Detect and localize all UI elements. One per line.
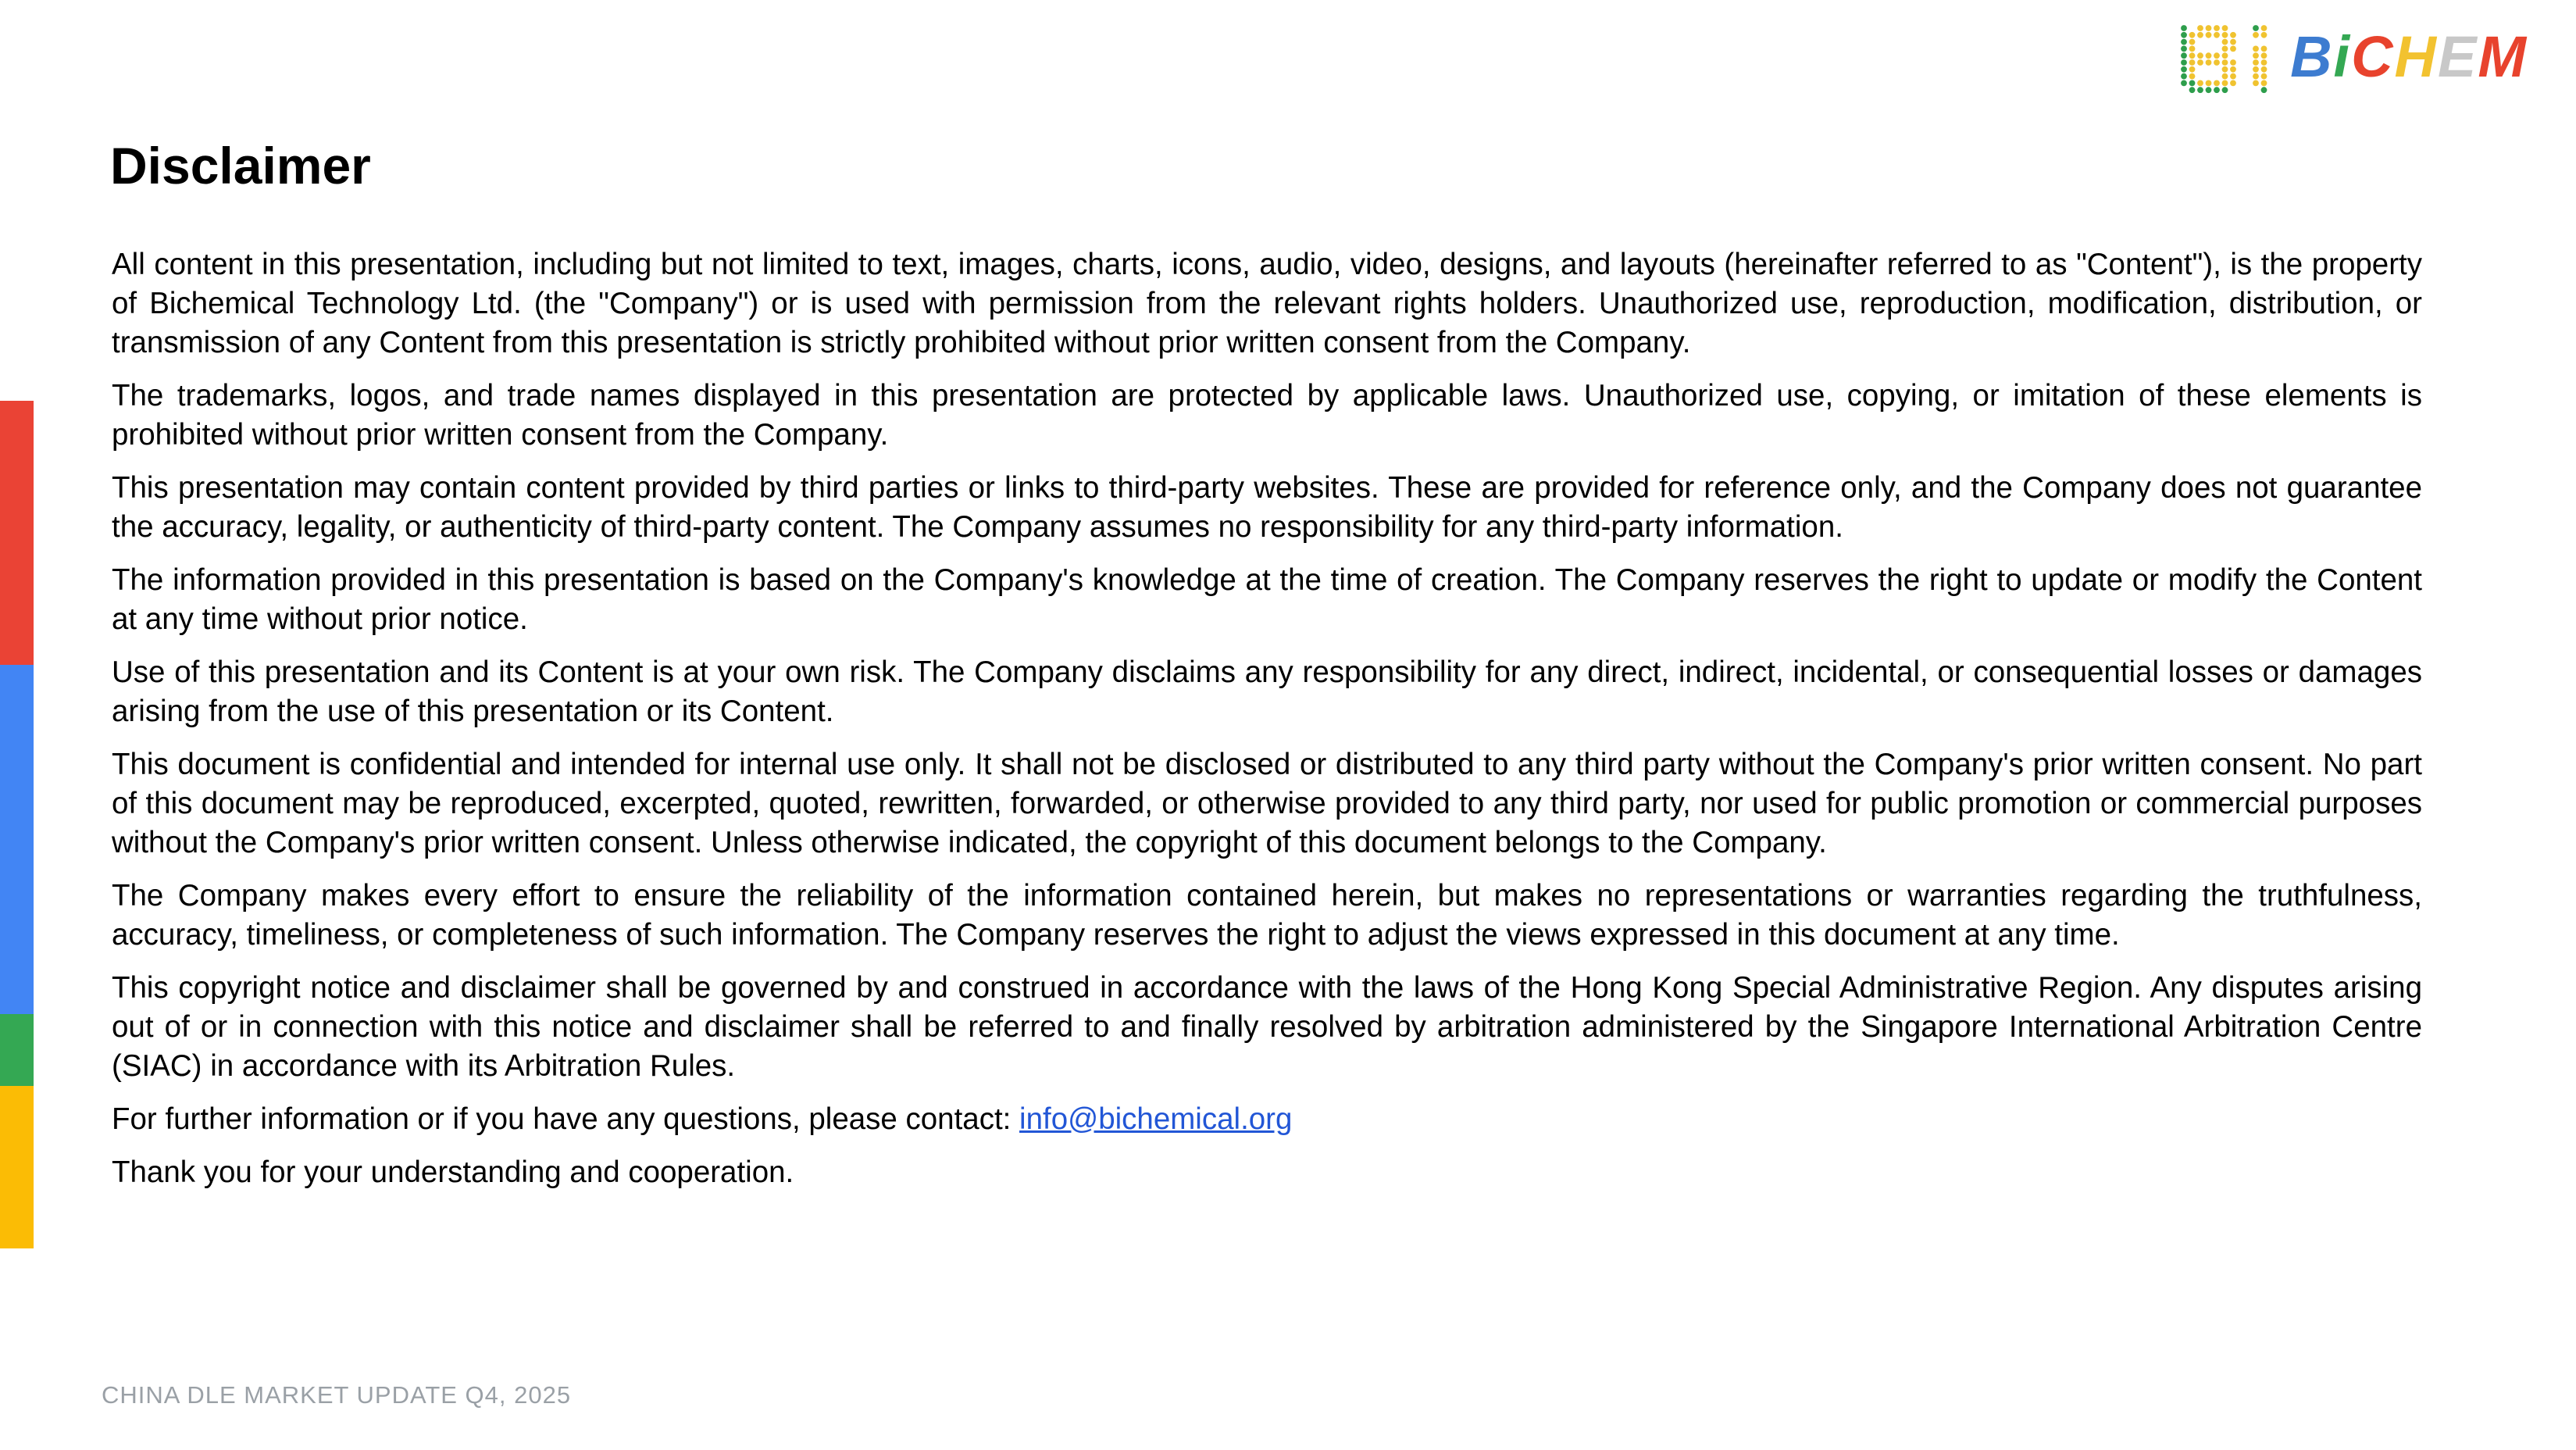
disclaimer-paragraph: The information provided in this presentation is based on the Company's knowledge at the time of creation. The Company reserves the right to update or modify the Content at any time without prior notice. [112, 563, 2422, 636]
disclaimer-paragraph: All content in this presentation, including but not limited to text, images, charts, icons, audio, video, designs, and layouts (hereinafter referred to as "Content"), is the property of Bichemical Technology Ltd. (the "Company") or is used with permission from the relevant rights holders. Unauthorized use, reproduction, modification, distribution, or transmission of any Content from this presentation is strictly prohibited without prior written consent from the Company. [112, 248, 2422, 359]
disclaimer-text [112, 245, 2422, 1192]
logo-wordmark [2290, 24, 2528, 91]
contact-email-link[interactable]: info@bichemical.org [1019, 1102, 1293, 1136]
accent-color-bar [0, 401, 34, 1248]
disclaimer-paragraph: This copyright notice and disclaimer shall be governed by and construed in accordance with the laws of the Hong Kong Special Administrative Region. Any disputes arising out of or in connection with this notice and disclaimer shall be referred to and finally resolved by arbitration administered by the Singapore International Arbitration Centre (SIAC) in accordance with its Arbitration Rules. [112, 971, 2422, 1083]
disclaimer-paragraph: This document is confidential and intended for internal use only. It shall not be disclosed or distributed to any third party without the Company's prior written consent. No part of this document may be reproduced, excerpted, quoted, rewritten, forwarded, or otherwise provided to any third party, nor used for public promotion or commercial purposes without the Company's prior written consent. Unless otherwise indicated, the copyright of this document belongs to the Company. [112, 748, 2422, 859]
accent-bar-red-segment [0, 401, 34, 665]
logo-letter: H [2394, 24, 2438, 89]
closing-paragraph: Thank you for your understanding and cooperation. [112, 1155, 794, 1189]
accent-bar-green-segment [0, 1014, 34, 1086]
disclaimer-paragraph: The Company makes every effort to ensure the reliability of the information contained herein, but makes no representations or warranties regarding the truthfulness, accuracy, timeliness, or completeness of such information. The Company reserves the right to adjust the views expressed in this document at any time. [112, 879, 2422, 952]
logo-letter: M [2478, 24, 2528, 89]
accent-bar-blue-segment [0, 665, 34, 1014]
disclaimer-paragraph: The trademarks, logos, and trade names displayed in this presentation are protected by applicable laws. Unauthorized use, copying, or imitation of these elements is prohibited without prior written consent from the Company. [112, 379, 2422, 452]
logo-letter: i [2333, 24, 2352, 89]
logo-letter: E [2437, 24, 2478, 89]
footer-slide-title: CHINA DLE MARKET UPDATE Q4, 2025 [102, 1381, 572, 1409]
contact-paragraph [112, 1100, 2422, 1139]
bichem-logo [2179, 23, 2528, 95]
disclaimer-paragraph: Use of this presentation and its Content is at your own risk. The Company disclaims any responsibility for any direct, indirect, incidental, or consequential losses or damages arising from the use of this presentation or its Content. [112, 655, 2422, 728]
page-title: Disclaimer [110, 137, 371, 195]
accent-bar-yellow-segment [0, 1086, 34, 1248]
contact-text: For further information or if you have any questions, please contact: [112, 1102, 1020, 1136]
disclaimer-paragraph: This presentation may contain content provided by third parties or links to third-party websites. These are provided for reference only, and the Company does not guarantee the accuracy, legality, or authenticity of third-party content. The Company assumes no responsibility for any third-party information. [112, 471, 2422, 544]
bichem-dot-matrix-icon [2179, 23, 2275, 95]
logo-letter: B [2290, 24, 2334, 89]
logo-letter: C [2351, 24, 2395, 89]
